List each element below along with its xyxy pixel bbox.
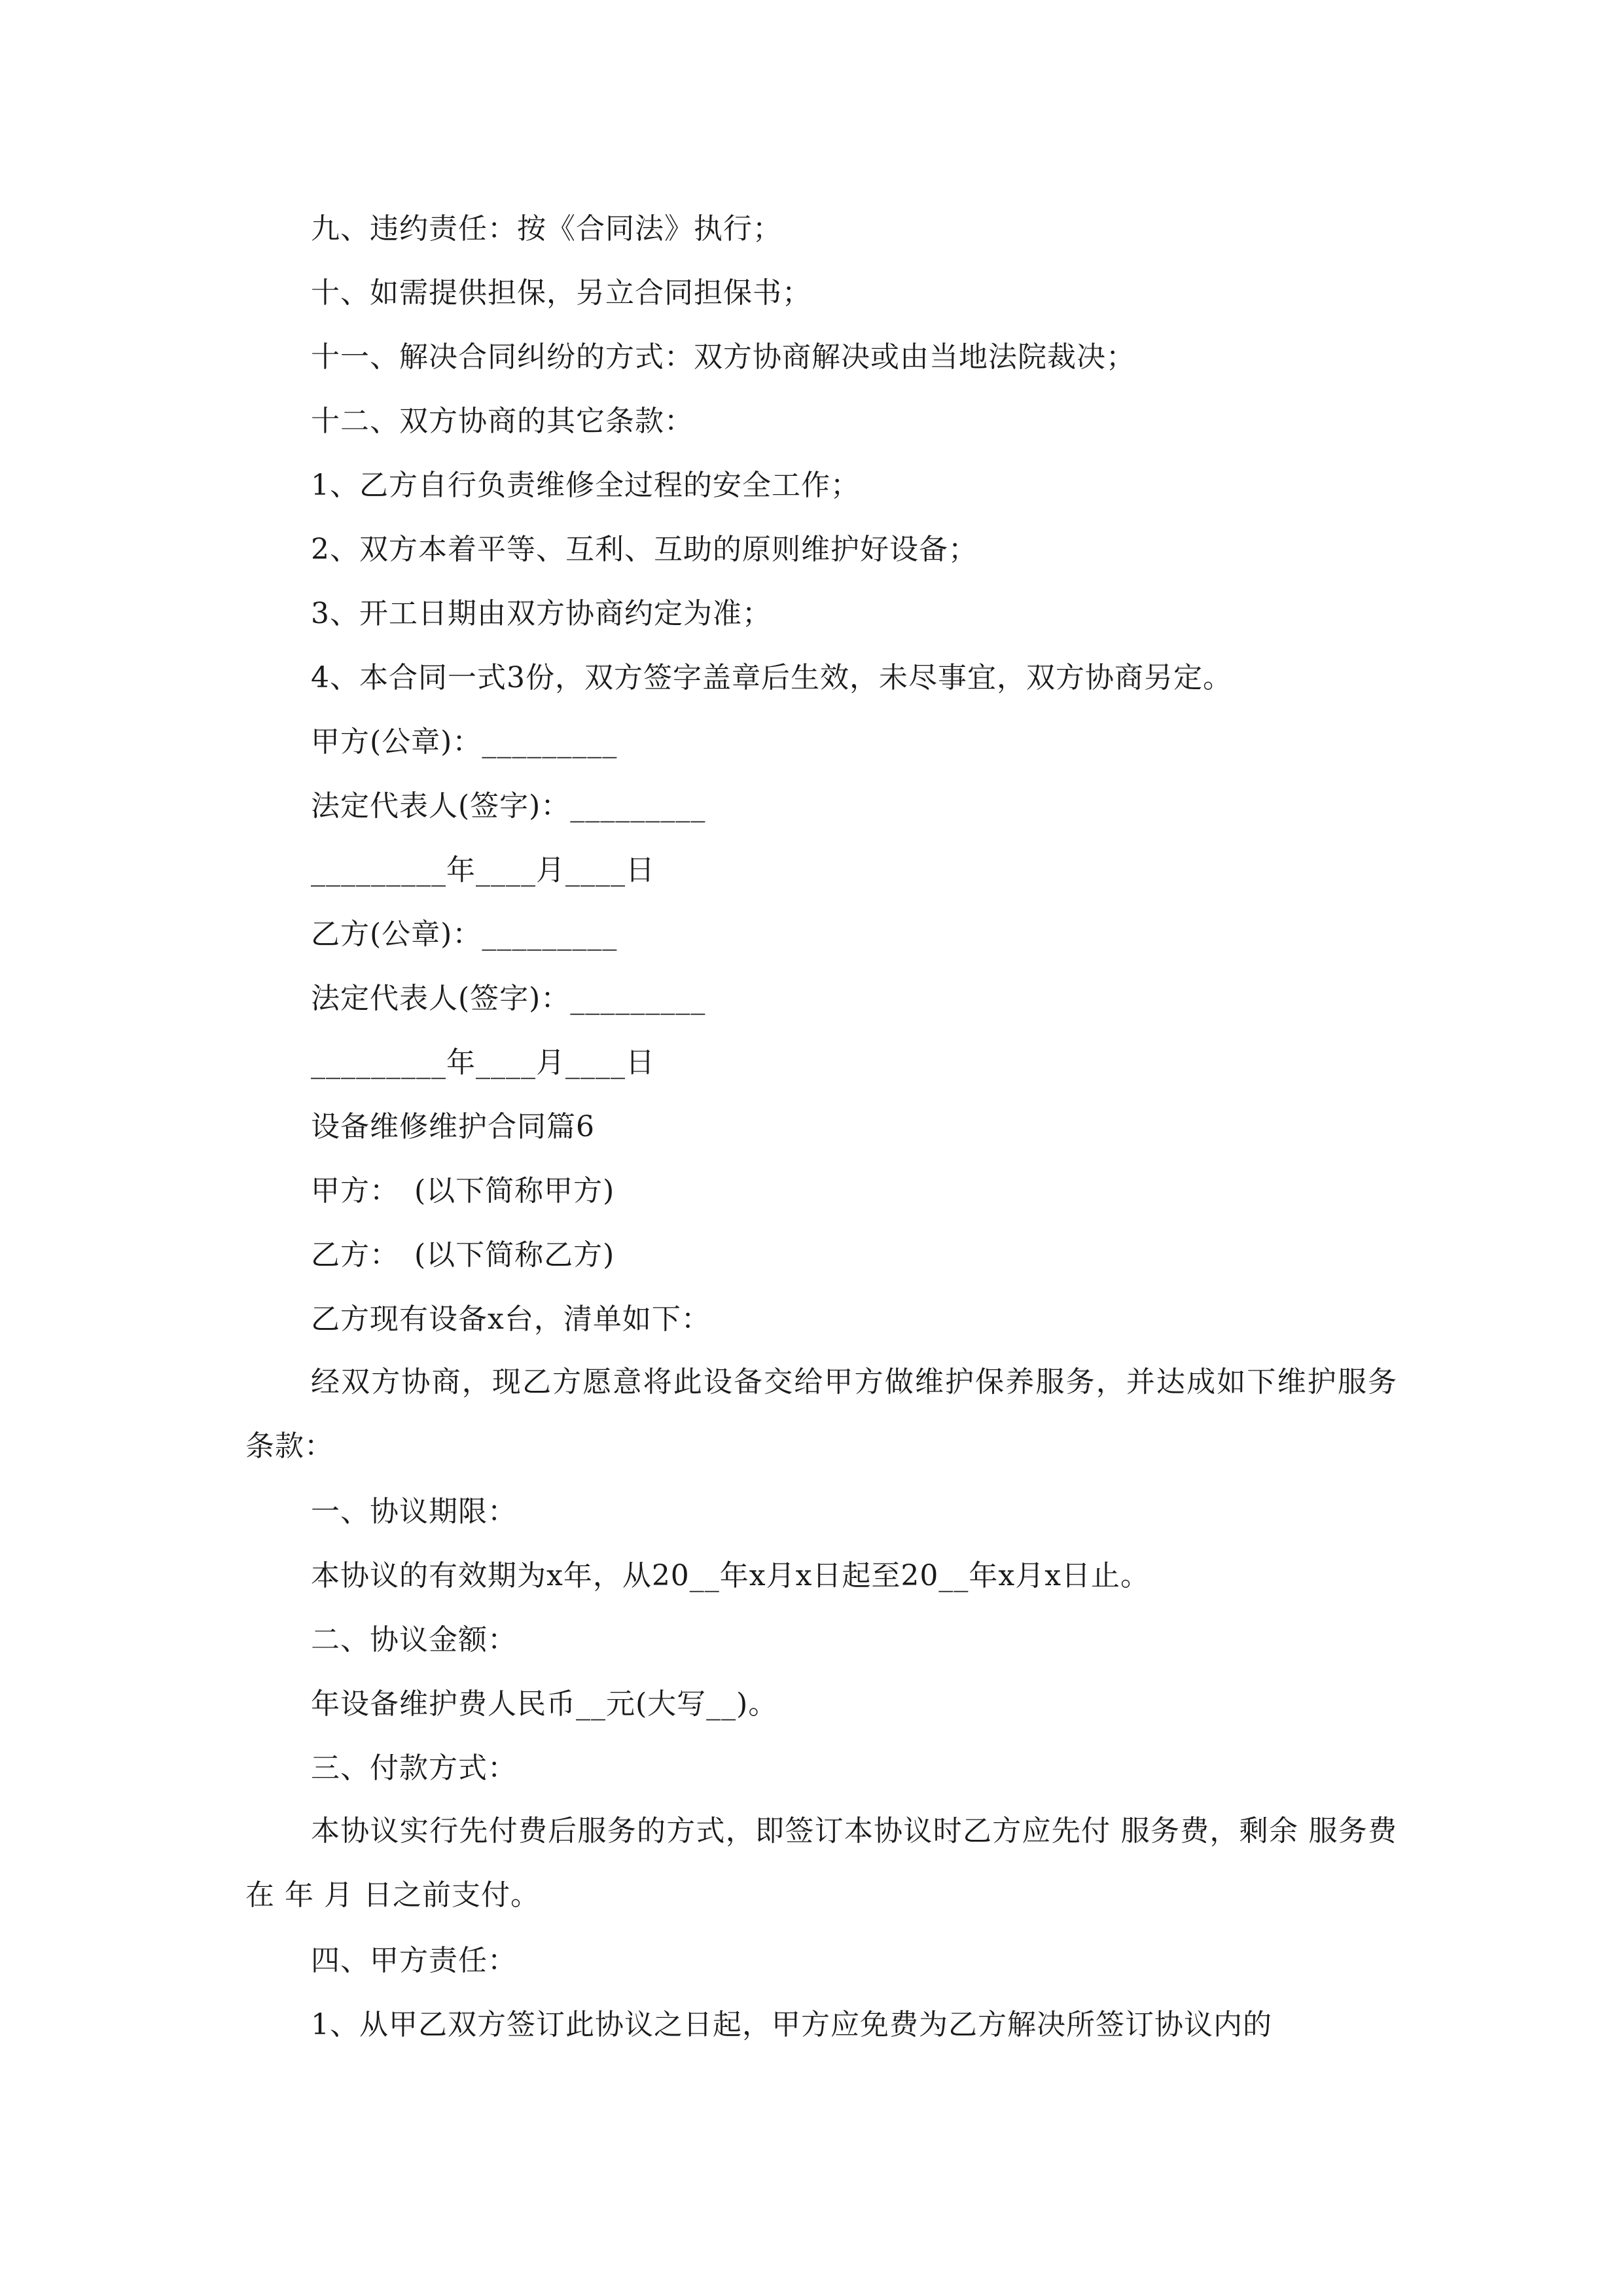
clause-12: 十二、双方协商的其它条款： — [311, 404, 694, 438]
party-a-representative: 法定代表人(签字)：_________ — [311, 789, 706, 823]
amount-heading: 二、协议金额： — [311, 1623, 517, 1657]
clause-12-item-2: 2、双方本着平等、互利、互助的原则维护好设备； — [311, 533, 978, 566]
clause-11: 十一、解决合同纠纷的方式：双方协商解决或由当地法院裁决； — [311, 340, 1135, 374]
clause-12-item-1: 1、乙方自行负责维修全过程的安全工作； — [311, 469, 860, 502]
party-a-duty-1: 1、从甲乙双方签订此协议之日起，甲方应免费为乙方解决所签订协议内的 — [311, 2008, 1272, 2041]
amount-line: 年设备维护费人民币__元(大写__)。 — [311, 1687, 778, 1721]
equipment-list-line: 乙方现有设备x台，清单如下： — [311, 1302, 711, 1336]
party-b-representative: 法定代表人(签字)：_________ — [311, 982, 706, 1015]
party-b-date: _________年____月____日 — [311, 1046, 655, 1079]
payment-paragraph: 本协议实行先付费后服务的方式，即签订本协议时乙方应先付 服务费，剩余 服务费在 年 月 日之前支付。 — [245, 1814, 1397, 1912]
term-heading: 一、协议期限： — [311, 1495, 517, 1528]
party-a-line: 甲方： (以下简称甲方) — [311, 1174, 615, 1208]
term-period: 本协议的有效期为x年，从20__年x月x日起至20__年x月x日止。 — [311, 1559, 1150, 1592]
clause-10: 十、如需提供担保，另立合同担保书； — [311, 276, 812, 310]
clause-9: 九、违约责任：按《合同法》执行； — [311, 212, 782, 245]
payment-heading: 三、付款方式： — [311, 1751, 517, 1785]
clause-12-item-3: 3、开工日期由双方协商约定为准； — [311, 597, 772, 630]
party-b-line: 乙方： (以下简称乙方) — [311, 1238, 615, 1272]
party-a-seal: 甲方(公章)：_________ — [311, 725, 618, 759]
party-b-seal: 乙方(公章)：_________ — [311, 918, 618, 951]
party-a-date: _________年____月____日 — [311, 853, 655, 887]
party-a-duty-heading: 四、甲方责任： — [311, 1944, 517, 1977]
clause-12-item-4: 4、本合同一式3份，双方签字盖章后生效，未尽事宜，双方协商另定。 — [311, 661, 1232, 694]
service-terms-paragraph: 经双方协商，现乙方愿意将此设备交给甲方做维护保养服务，并达成如下维护服务条款： — [245, 1365, 1397, 1463]
section-title: 设备维修维护合同篇6 — [311, 1110, 595, 1143]
